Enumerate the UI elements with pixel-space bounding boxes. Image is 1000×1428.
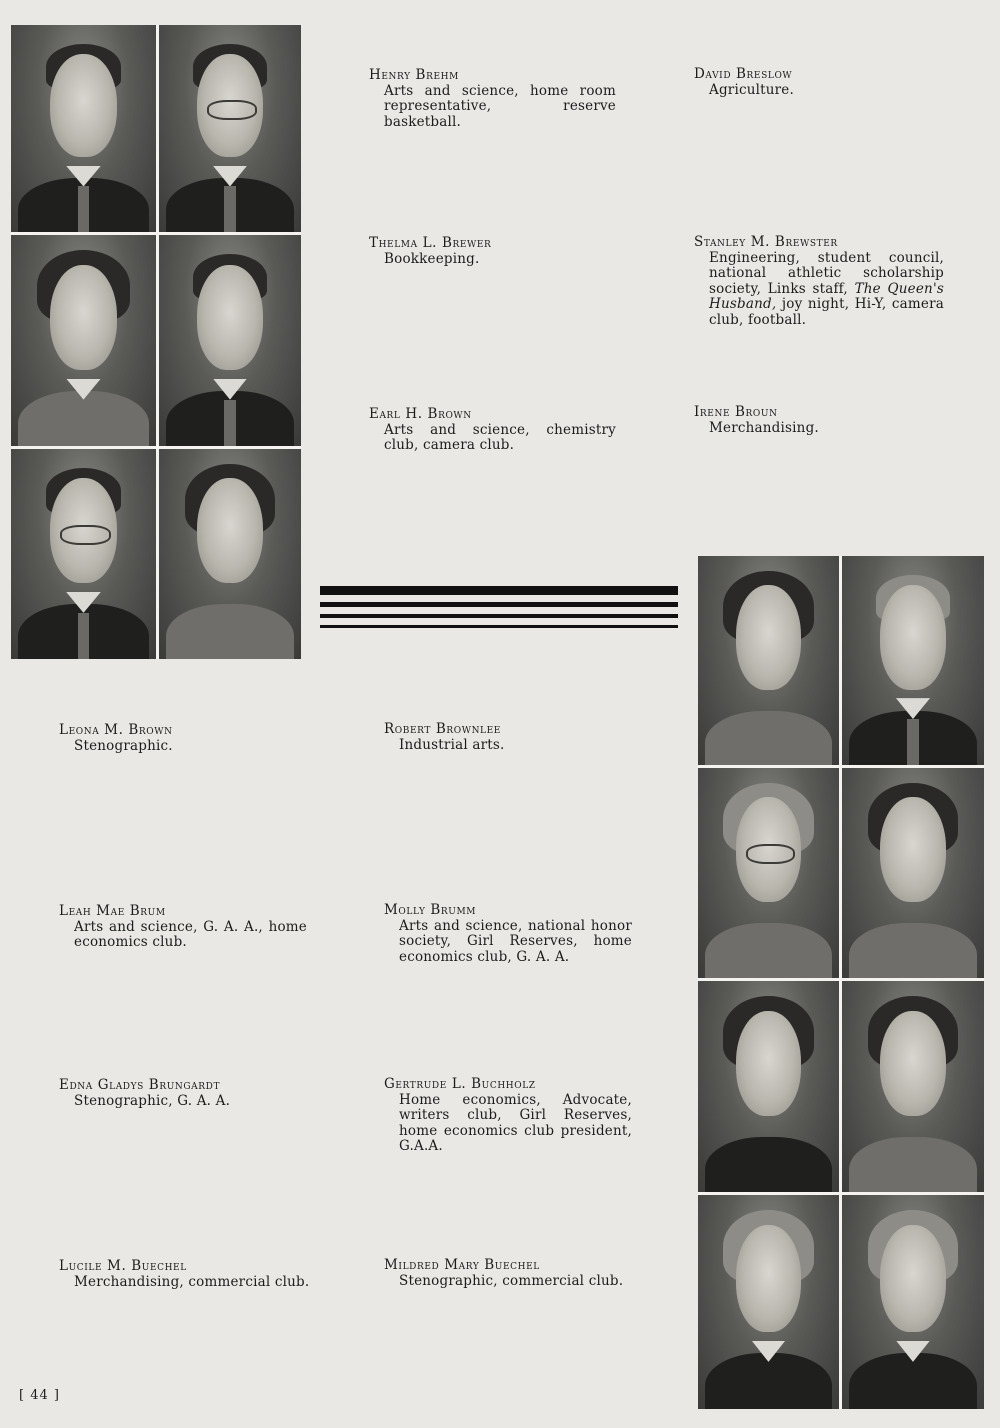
student-name: Robert Brownlee: [384, 721, 501, 737]
entry-edna-brungardt: [59, 1078, 307, 1109]
portrait-david-breslow: [159, 25, 301, 232]
student-name: Edna Gladys Brungardt: [59, 1077, 221, 1093]
portrait-edna-brungardt: [698, 981, 839, 1192]
entry-leona-brown: [59, 723, 307, 754]
play-title: The Queen's Husband,: [709, 280, 944, 312]
portrait-stanley-brewster: [159, 235, 301, 446]
student-activities: Merchandising, commercial club.: [74, 1273, 310, 1290]
student-name: David Breslow: [694, 66, 793, 82]
entry-mildred-buechel: [384, 1258, 632, 1289]
student-activities: Bookkeeping.: [384, 250, 480, 267]
portrait-earl-brown: [11, 449, 156, 659]
student-name: Stanley M. Brewster: [694, 234, 838, 250]
student-name: Mildred Mary Buechel: [384, 1257, 540, 1273]
portrait-robert-brownlee: [842, 556, 984, 765]
student-activities: Stenographic, commercial club.: [399, 1272, 624, 1289]
entry-stanley-brewster: [694, 235, 944, 328]
student-name: Earl H. Brown: [369, 406, 472, 422]
student-activities: Arts and science, national honor society, Girl Reserves, home economics club, G. A. A.: [399, 917, 632, 965]
student-activities: Stenographic, G. A. A.: [74, 1092, 231, 1109]
portrait-molly-brumm: [842, 768, 984, 978]
portrait-gertrude-buchholz: [842, 981, 984, 1192]
student-name: Molly Brumm: [384, 902, 477, 918]
student-name: Leona M. Brown: [59, 722, 173, 738]
portrait-henry-brehm: [11, 25, 156, 232]
entry-molly-brumm: [384, 903, 632, 965]
portrait-lucile-buechel: [698, 1195, 839, 1409]
student-activities: Industrial arts.: [399, 736, 505, 753]
student-name: Thelma L. Brewer: [369, 235, 492, 251]
student-activities: Engineering, student council, national athletic scholarship society, Links staff, The Queen's Husband, joy night, Hi-Y, camera club, football.: [709, 249, 944, 328]
page-number: [ 44 ]: [19, 1388, 60, 1403]
entry-gertrude-buchholz: [384, 1077, 632, 1155]
photo-grid-top: [11, 25, 301, 659]
student-activities: Stenographic.: [74, 737, 173, 754]
portrait-irene-broun: [159, 449, 301, 659]
student-activities: Merchandising.: [709, 419, 819, 436]
portrait-leona-brown: [698, 556, 839, 765]
portrait-thelma-brewer: [11, 235, 156, 446]
entry-earl-brown: [369, 407, 616, 454]
student-activities: Agriculture.: [709, 81, 794, 98]
student-activities: Arts and science, home room representative, reserve basketball.: [384, 82, 616, 130]
entry-irene-broun: [694, 405, 944, 436]
photo-grid-bottom: [698, 556, 984, 1409]
student-name: Gertrude L. Buchholz: [384, 1076, 536, 1092]
entry-henry-brehm: [369, 68, 616, 130]
entry-thelma-brewer: [369, 236, 616, 267]
decorative-stripes: [320, 586, 678, 634]
entry-lucile-buechel: [59, 1259, 319, 1290]
portrait-mildred-buechel: [842, 1195, 984, 1409]
entry-leah-mae-brum: [59, 904, 307, 951]
entry-david-breslow: [694, 67, 944, 98]
student-activities: Arts and science, G. A. A., home economics club.: [74, 918, 307, 950]
student-name: Lucile M. Buechel: [59, 1258, 187, 1274]
student-name: Leah Mae Brum: [59, 903, 166, 919]
student-activities: Arts and science, chemistry club, camera club.: [384, 421, 616, 453]
student-name: Henry Brehm: [369, 67, 459, 83]
portrait-leah-mae-brum: [698, 768, 839, 978]
entry-robert-brownlee: [384, 722, 632, 753]
student-name: Irene Broun: [694, 404, 778, 420]
student-activities: Home economics, Advocate, writers club, Girl Reserves, home economics club president, G.A.A.: [399, 1091, 632, 1154]
